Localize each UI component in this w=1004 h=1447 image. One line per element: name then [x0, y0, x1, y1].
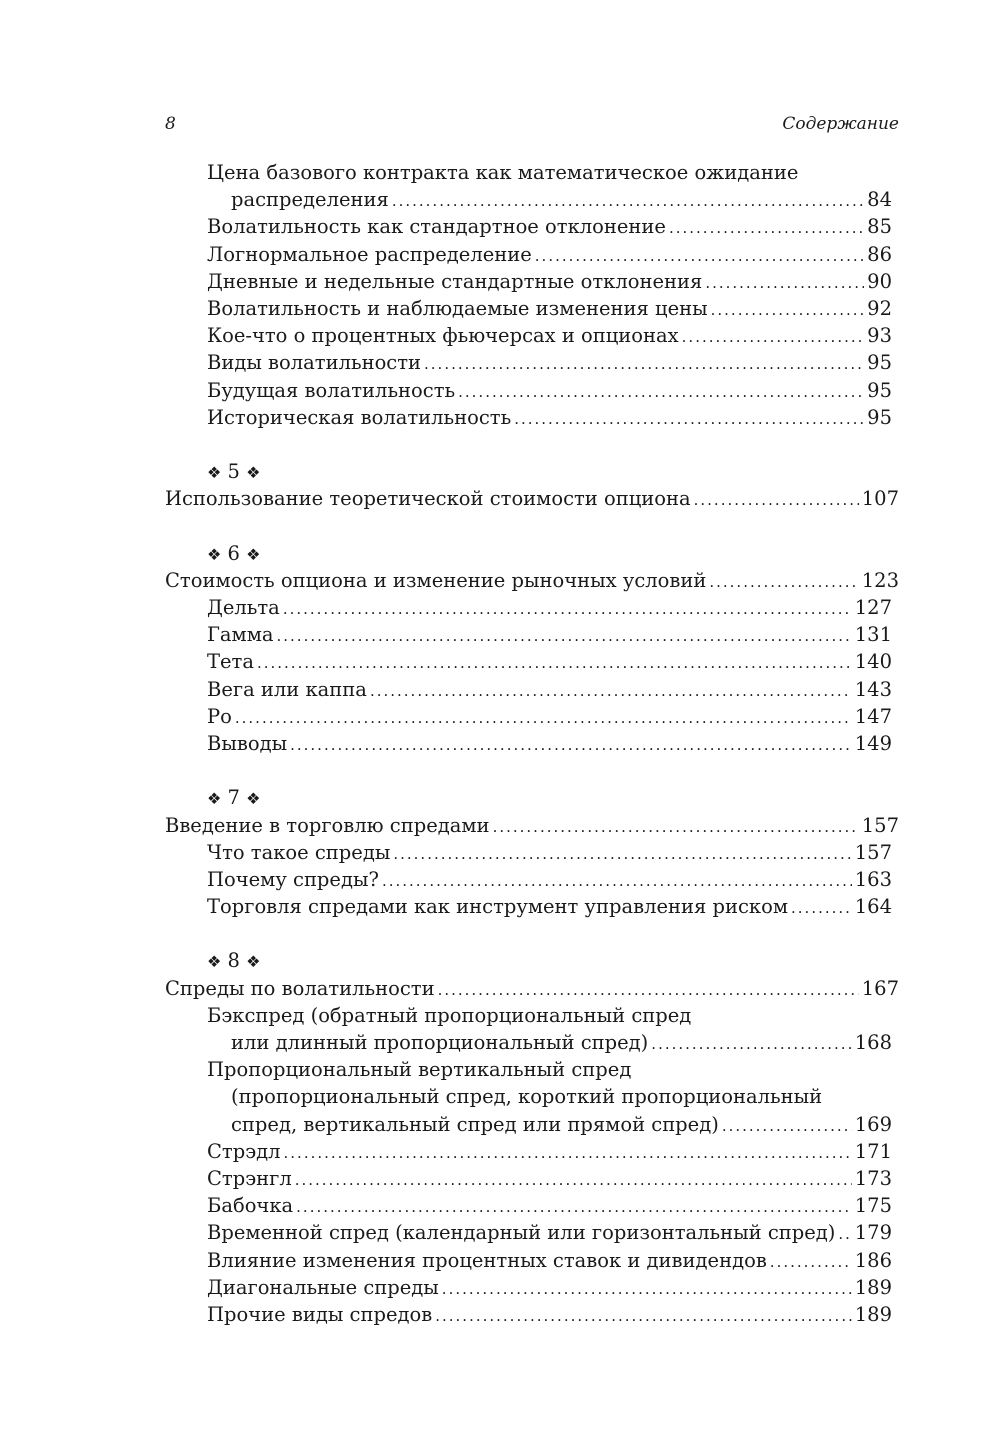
toc-entry-title: (пропорциональный спред, короткий пропорциональный — [231, 1085, 823, 1109]
toc-entry-title: Торговля спредами как инструмент управления риском — [207, 895, 789, 919]
toc-entry-page: 173 — [854, 1166, 892, 1190]
toc-entry-page: 95 — [867, 351, 892, 375]
toc-entry-title: распределения — [231, 188, 389, 212]
toc-entry — [165, 839, 899, 866]
toc-entry-page: 92 — [867, 296, 892, 320]
dot-leader — [370, 678, 852, 705]
ornament-icon: ❖ — [246, 952, 261, 972]
chapter-page: 157 — [861, 813, 899, 837]
toc-entry-page: 93 — [867, 324, 892, 348]
dot-leader — [295, 1167, 852, 1194]
dot-leader — [277, 623, 852, 650]
toc-entry — [165, 241, 899, 268]
toc-entry-title: Будущая волатильность — [207, 378, 456, 402]
chapter-title: Введение в торговлю спредами — [165, 813, 490, 837]
toc-entry — [165, 349, 899, 376]
chapter-page: 107 — [861, 487, 899, 511]
toc-entry — [165, 893, 899, 920]
dot-leader — [711, 297, 865, 324]
chapter-title: Использование теоретической стоимости опциона — [165, 487, 691, 511]
chapter-7-marker — [165, 784, 899, 811]
toc-entry — [165, 268, 899, 295]
toc-entry — [165, 703, 899, 730]
toc-entry-title: Историческая волатильность — [207, 405, 512, 429]
dot-leader — [296, 1194, 852, 1221]
toc-entry-page: 131 — [854, 623, 892, 647]
dot-leader — [290, 732, 852, 759]
spacer — [165, 920, 899, 947]
dot-leader — [392, 188, 864, 215]
toc-entry — [165, 1247, 899, 1274]
toc-entry-page: 171 — [854, 1139, 892, 1163]
toc-entry-page: 84 — [867, 188, 892, 212]
toc-entry-page: 179 — [854, 1221, 892, 1245]
toc-entry-title: Виды волатильности — [207, 351, 422, 375]
toc-entry-title: Логнормальное распределение — [207, 242, 532, 266]
toc-entry-title: Кое-что о процентных фьючерсах и опционах — [207, 324, 679, 348]
toc-entry-page: 169 — [854, 1112, 892, 1136]
toc-entry-page: 186 — [854, 1248, 892, 1272]
toc-entry-page: 175 — [854, 1194, 892, 1218]
spacer — [165, 757, 899, 784]
toc-entry — [165, 1165, 899, 1192]
dot-leader — [435, 1303, 852, 1330]
toc-entry-page: 164 — [854, 895, 892, 919]
dot-leader — [705, 270, 864, 297]
toc-entry — [165, 1274, 899, 1301]
toc-entry — [165, 1111, 899, 1138]
toc-entry-title: Дневные и недельные стандартные отклонения — [207, 269, 703, 293]
toc-entry — [165, 676, 899, 703]
toc-entry-title: Стрэдл — [207, 1139, 281, 1163]
chapter-title-entry — [165, 812, 899, 839]
toc-entry-text-only — [165, 1056, 899, 1083]
toc-entry-title: Вега или каппа — [207, 677, 367, 701]
toc-entry-page: 90 — [867, 269, 892, 293]
chapter-title-entry — [165, 975, 899, 1002]
dot-leader — [669, 215, 864, 242]
toc-entry-title: Бабочка — [207, 1194, 294, 1218]
toc-entry — [165, 377, 899, 404]
toc-entry — [165, 648, 899, 675]
toc-entry-page: 147 — [854, 704, 892, 728]
toc-entry-text-only — [165, 1083, 899, 1110]
table-of-contents — [165, 159, 899, 1328]
toc-entry-title: Временной спред (календарный или горизонтальный спред) — [207, 1221, 836, 1245]
dot-leader — [722, 1113, 852, 1140]
chapter-page: 123 — [861, 568, 899, 592]
toc-entry — [165, 594, 899, 621]
chapter-title-entry — [165, 485, 899, 512]
toc-entry-title: Стрэнгл — [207, 1166, 292, 1190]
running-header — [165, 114, 899, 138]
chapter-title-entry — [165, 567, 899, 594]
chapter-title: Спреды по волатильности — [165, 976, 435, 1000]
toc-entry-page: 95 — [867, 378, 892, 402]
toc-entry — [165, 322, 899, 349]
toc-entry-page: 168 — [854, 1031, 892, 1054]
dot-leader — [791, 895, 852, 922]
spacer — [165, 512, 899, 539]
toc-entry-title: Ро — [207, 704, 232, 728]
dot-leader — [424, 351, 864, 378]
dot-leader — [438, 977, 859, 1004]
toc-entry-title: Цена базового контракта как математическое ожидание — [207, 161, 799, 184]
toc-entry-title: Волатильность и наблюдаемые изменения цены — [207, 296, 708, 320]
toc-entry — [165, 1029, 899, 1056]
chapter-number: 8 — [227, 949, 240, 973]
toc-entry-title: Волатильность как стандартное отклонение — [207, 215, 666, 239]
dot-leader — [235, 705, 852, 732]
dot-leader — [283, 596, 852, 623]
ornament-icon: ❖ — [246, 544, 261, 564]
ornament-icon: ❖ — [207, 463, 222, 483]
ornament-icon: ❖ — [246, 789, 261, 809]
toc-entry — [165, 186, 899, 213]
dot-leader — [442, 1276, 852, 1303]
dot-leader — [458, 379, 864, 406]
toc-entry-page: 86 — [867, 242, 892, 266]
toc-entry-page: 140 — [854, 650, 892, 674]
chapter-5-marker — [165, 458, 899, 485]
spacer — [165, 431, 899, 458]
dot-leader — [651, 1031, 851, 1058]
toc-entry — [165, 621, 899, 648]
toc-entry-page: 189 — [854, 1302, 892, 1326]
toc-entry-page: 127 — [854, 596, 892, 619]
ornament-icon: ❖ — [207, 544, 222, 564]
dot-leader — [284, 1140, 852, 1167]
chapter-page: 167 — [861, 976, 899, 1000]
toc-entry — [165, 295, 899, 322]
dot-leader — [709, 569, 858, 596]
ornament-icon: ❖ — [207, 952, 222, 972]
toc-entry — [165, 1138, 899, 1165]
dot-leader — [838, 1221, 851, 1248]
toc-entry-page: 143 — [854, 677, 892, 701]
running-title: Содержание — [782, 114, 899, 134]
toc-entry-title: Почему спреды? — [207, 867, 379, 891]
toc-entry-title: Прочие виды спредов — [207, 1302, 433, 1326]
toc-entry-title: Пропорциональный вертикальный спред — [207, 1058, 632, 1082]
chapter-6-marker — [165, 540, 899, 567]
toc-entry — [165, 213, 899, 240]
dot-leader — [493, 814, 859, 841]
toc-entry — [165, 1301, 899, 1328]
toc-entry — [165, 1219, 899, 1246]
toc-entry-title: Влияние изменения процентных ставок и дивидендов — [207, 1248, 767, 1272]
dot-leader — [694, 487, 859, 514]
toc-entry-page: 149 — [854, 731, 892, 755]
toc-entry-text-only — [165, 1002, 899, 1029]
toc-entry-page: 85 — [867, 215, 892, 239]
toc-entry-text-only — [165, 159, 899, 186]
toc-entry — [165, 730, 899, 757]
dot-leader — [393, 841, 851, 868]
chapter-number: 6 — [227, 541, 240, 565]
toc-entry-title: Тета — [207, 650, 254, 674]
dot-leader — [535, 243, 864, 270]
toc-entry — [165, 1192, 899, 1219]
toc-entry-title: Что такое спреды — [207, 840, 391, 864]
toc-entry-page: 95 — [867, 405, 892, 429]
dot-leader — [514, 406, 864, 433]
chapter-number: 5 — [227, 460, 240, 484]
toc-entry-title: спред, вертикальный спред или прямой спред) — [231, 1112, 719, 1136]
dot-leader — [257, 650, 852, 677]
ornament-icon: ❖ — [246, 463, 261, 483]
toc-entry-title: Гамма — [207, 623, 274, 647]
toc-entry-title: или длинный пропорциональный спред) — [231, 1031, 649, 1054]
toc-entry-page: 189 — [854, 1275, 892, 1299]
toc-entry-title: Дельта — [207, 596, 280, 619]
chapter-number: 7 — [227, 786, 240, 810]
chapter-8-marker — [165, 947, 899, 974]
toc-entry — [165, 404, 899, 431]
chapter-title: Стоимость опциона и изменение рыночных условий — [165, 568, 707, 592]
toc-entry — [165, 866, 899, 893]
toc-entry-page: 163 — [854, 867, 892, 891]
toc-entry-title: Выводы — [207, 731, 288, 755]
dot-leader — [382, 868, 852, 895]
page-number: 8 — [165, 114, 176, 134]
toc-entry-title: Бэкспред (обратный пропорциональный спред — [207, 1003, 692, 1027]
toc-entry-title: Диагональные спреды — [207, 1275, 439, 1299]
dot-leader — [682, 324, 865, 351]
dot-leader — [770, 1249, 852, 1276]
toc-entry-page: 157 — [854, 840, 892, 864]
ornament-icon: ❖ — [207, 789, 222, 809]
